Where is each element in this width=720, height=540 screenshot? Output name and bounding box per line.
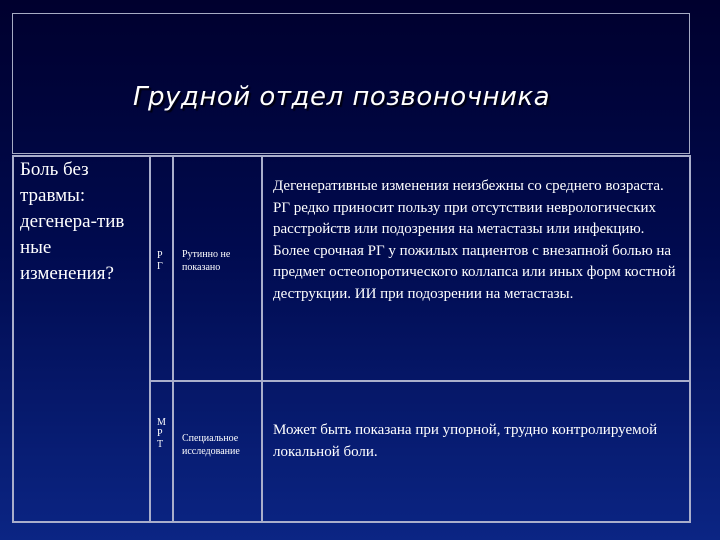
condition-text: Боль без травмы: дегенера-тив ные изменения? [20, 159, 125, 284]
comment-cell [262, 156, 690, 381]
recommendation-cell [173, 156, 262, 381]
comment-text: Дегенеративные изменения неизбежны со среднего возраста. РГ редко приносит пользу при отсутствии неврологических расстройств или подозрения на метастазы или инфекцию. Более срочная РГ у пожилых пациентов с внезапной болью на предмет остеопоротического коллапса или иных форм костной деструкции. ИИ при подозрении на метастазы. [273, 178, 676, 302]
recommendation-table [12, 155, 691, 523]
modality-label: М Р Т [157, 417, 166, 450]
comment-cell [262, 381, 690, 522]
modality-cell [150, 381, 173, 522]
comment-text: Может быть показана при упорной, трудно контролируемой локальной боли. [273, 422, 658, 460]
modality-label: Р Г [157, 250, 163, 272]
condition-cell [13, 156, 150, 522]
modality-cell [150, 156, 173, 381]
slide-title: Грудной отдел позвоночника [133, 82, 551, 112]
recommendation-cell [173, 381, 262, 522]
recommendation-label: Специальное исследование [182, 433, 240, 457]
table-row [13, 156, 690, 381]
recommendation-label: Рутинно не показано [182, 249, 231, 273]
